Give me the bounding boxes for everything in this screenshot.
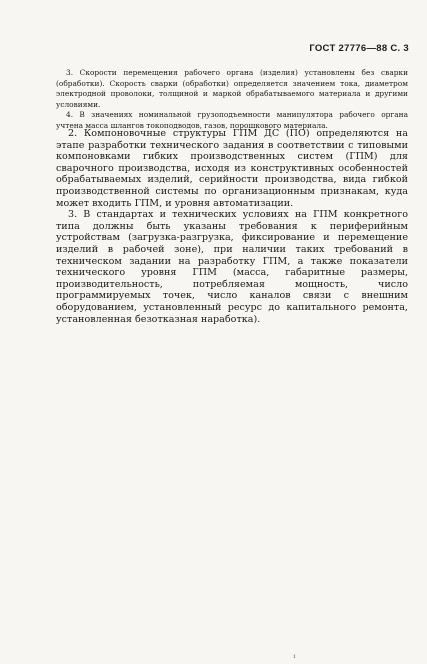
table-notes [56,68,408,132]
note-3: 3. Скорости перемещения рабочего органа (изделия) установлены без сварки (обработки). Скорость сварки (обработки) определяется значением тока, диаметром электродной проволоки, толщиной и маркой обрабатываемого материала и другими условиями. [56,68,408,109]
note-4: 4. В значениях номинальной грузоподъемности манипулятора рабочего органа учтена масса шлангов токоподводов, газов, порошкового материала. [56,110,408,130]
page-header [309,43,409,54]
main-text [56,128,408,325]
page-number: С. 3 [390,43,409,54]
paragraph-2: 2. Компоновочные структуры ГПМ ДС (ПО) определяются на этапе разработки технического задания в соответствии с типовыми компоновками гибких производственных систем (ГПМ) для сварочного производства, исходя из конструктивных особенностей обрабатываемых изделий, серийности производства, вида гибкой производственной системы по организационным признакам, куда может входить ГПМ, и уровня автоматизации. [56,128,408,209]
paragraph-3: 3. В стандартах и технических условиях на ГПМ конкретного типа должны быть указаны требования к периферийным устройствам (загрузка-разгрузка, фиксирование и перемещение изделий в рабочей зоне), при наличии таких требований в техническом задании на разработку ГПМ, а также показатели технического уровня ГПМ (масса, габаритные размеры, производительность, потребляемая мощность, число программируемых точек, число каналов связи с внешним оборудованием, установленный ресурс до капитального ремонта, установленная безотказная наработка). [56,209,408,325]
footer-mark: 1 [293,654,297,660]
standard-number: ГОСТ 27776—88 [309,43,388,54]
